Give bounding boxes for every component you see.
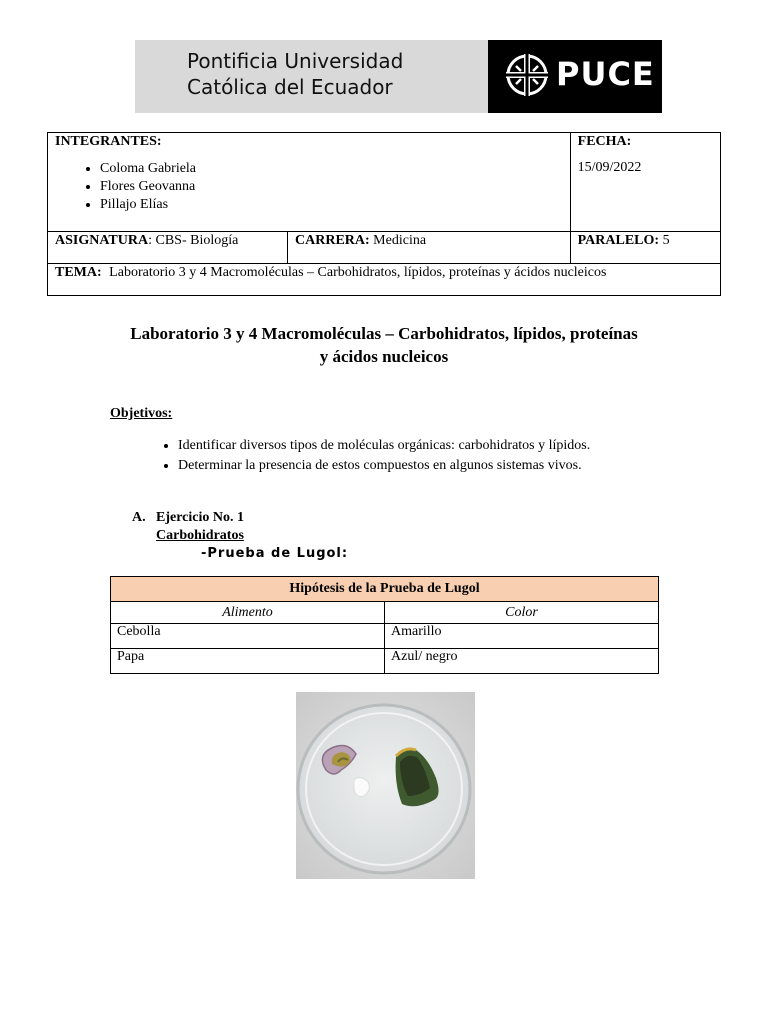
member-item: • Pillajo Elías [100,196,563,214]
date-label: FECHA: [577,134,632,149]
parallel-label: PARALELO: [577,233,660,248]
date-value: 15/09/2022 [577,160,642,175]
exercise-title: Ejercicio No. 1 [156,510,244,525]
objective-item: • Identificar diversos tipos de moléculas orgánicas: carbohidratos y lípidos. [178,436,768,456]
university-name-line2: Católica del Ecuador [187,75,393,99]
university-name [187,48,403,100]
topic-cell [48,264,721,296]
university-name-line1: Pontificia Universidad [187,49,404,73]
table-row [111,624,659,649]
hypothesis-table [110,576,659,674]
petri-dish-photo [296,692,475,879]
subject-value: : CBS- Biología [148,233,239,248]
members-label: INTEGRANTES: [55,134,162,149]
table-cell: Azul/ negro [385,649,659,674]
test-name: -Prueba de Lugol: [201,546,349,561]
parallel-value: 5 [662,233,670,248]
petri-dish-illustration [296,692,475,879]
career-value: Medicina [373,233,427,248]
subject-label: ASIGNATURA [55,233,149,248]
career-label: CARRERA: [295,233,370,248]
column-header-food: Alimento [111,602,385,624]
objectives-heading: Objetivos: [110,406,173,421]
members-cell [48,133,571,232]
topic-value: Laboratorio 3 y 4 Macromoléculas – Carbohidratos, lípidos, proteínas y ácidos nucleicos [109,265,607,280]
university-banner [135,40,662,113]
parallel-cell [570,232,720,264]
info-table [47,132,721,296]
member-item: • Flores Geovanna [100,178,563,196]
members-list [55,160,563,214]
column-header-color: Color [385,602,659,624]
table-cell: Cebolla [111,624,385,649]
document-title [100,322,668,368]
table-cell: Papa [111,649,385,674]
puce-emblem-icon [504,52,550,98]
objective-item: • Determinar la presencia de estos compuestos en algunos sistemas vivos. [178,456,768,476]
subject-cell [48,232,288,264]
table-header-row [111,602,659,624]
topic-label: TEMA: [55,265,102,280]
hypothesis-table-title: Hipótesis de la Prueba de Lugol [111,577,659,602]
document-title-line2: y ácidos nucleicos [319,347,449,366]
table-cell: Amarillo [385,624,659,649]
exercise-subtitle: Carbohidratos [156,528,244,543]
exercise-heading [132,509,244,545]
puce-logo-text: PUCE [556,55,655,93]
puce-logo [488,40,662,113]
objectives-list [130,436,768,476]
exercise-letter: A. [132,510,146,525]
date-cell [570,133,720,232]
document-title-line1: Laboratorio 3 y 4 Macromoléculas – Carbohidratos, lípidos, proteínas [130,324,638,343]
career-cell [288,232,571,264]
table-row [111,649,659,674]
member-item: • Coloma Gabriela [100,160,563,178]
